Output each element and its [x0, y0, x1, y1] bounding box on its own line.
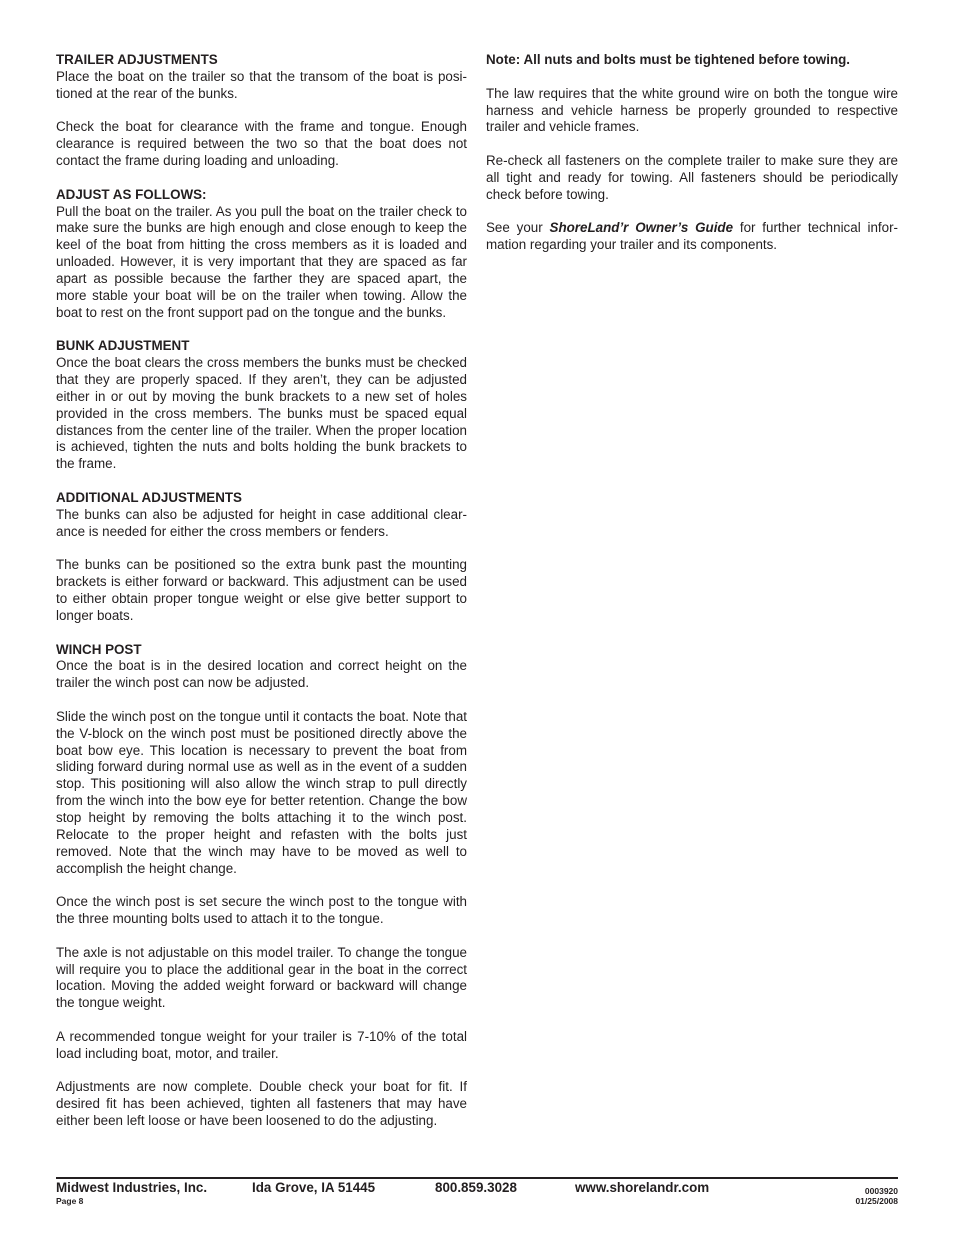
right-column	[486, 52, 898, 271]
paragraph: Check the boat for clearance with the frame and tongue. Enough clearance is required between the two so that the boat does not contact the frame during loading and unloading.	[56, 119, 467, 169]
footer-phone: 800.859.3028	[435, 1180, 517, 1195]
left-column	[56, 52, 467, 1147]
paragraph: Adjustments are now complete. Double check your boat for fit. If desired fit has been achieved, tighten all fasteners that may have either been left loose or have been loosened to do the adjusting.	[56, 1079, 467, 1129]
section-heading: WINCH POST	[56, 641, 142, 657]
paragraph: Place the boat on the trailer so that the transom of the boat is positioned at the rear of the bunks.	[56, 68, 467, 101]
page-number: Page 8	[56, 1196, 84, 1206]
section-winch-post	[56, 642, 467, 1130]
section-bunk-adjustment	[56, 338, 467, 473]
section-heading: TRAILER ADJUSTMENTS	[56, 52, 218, 67]
paragraph: Re-check all fasteners on the complete trailer to make sure they are all tight and ready for towing. All fasteners should be periodically check before towing.	[486, 153, 898, 202]
document-number: 0003920	[864, 1186, 898, 1196]
paragraph: The bunks can be positioned so the extra bunk past the mounting brackets is either forward or backward. This adjustment can be used to either obtain proper tongue weight or else give better support to longer boats.	[56, 557, 467, 623]
paragraph: Slide the winch post on the tongue until it contacts the boat. Note that the V-block on the winch post must be positioned directly above the boat bow eye. This location is necessary to prevent the boat from sliding forward during normal use as well as in the event of a sudden stop. This positioning will also allow the winch strap to pull directly from the winch into the bow eye for better retention. Change the bow stop height by removing the bolts attaching it to the winch post. Relocate to the proper height and refasten with the bolts just removed. Note that the winch may have to be moved as well to accomplish the height change.	[56, 708, 467, 876]
footer-company: Midwest Industries, Inc.	[56, 1180, 208, 1195]
towing-note: Note: All nuts and bolts must be tightened before towing.	[486, 52, 851, 67]
text-span: for further technical information regarding your trailer and its components.	[486, 220, 898, 253]
footer-city: Ida Grove, IA 51445	[252, 1180, 376, 1195]
paragraph: A recommended tongue weight for your trailer is 7-10% of the total load including boat, motor, and trailer.	[56, 1028, 467, 1061]
paragraph: The axle is not adjustable on this model trailer. To change the tongue will require you to place the additional gear in the boat in the correct location. Moving the added weight forward or backward will change the tongue weight.	[56, 944, 467, 1011]
section-adjust-as-follows	[56, 187, 467, 322]
footer-divider	[56, 1177, 898, 1179]
section-heading: ADJUST AS FOLLOWS:	[56, 186, 207, 202]
paragraph: Pull the boat on the trailer. As you pull the boat on the trailer check to make sure the bunks are high enough and close enough to keep the keel of the boat from hitting the cross members as it is loaded and unloaded. However, it is very important that they are spaced as far apart as possible because the farther they are spaced apart, the more stable your boat will be on the trailer when towing. Allow the boat to rest on the front support pad on the tongue and the bunks.	[56, 203, 467, 320]
footer-website: www.shorelandr.com	[575, 1180, 710, 1195]
owners-guide-title: ShoreLand’r Owner’s Guide	[549, 220, 734, 236]
paragraph: The bunks can also be adjusted for height in case additional clearance is needed for either the cross members or fenders.	[56, 506, 467, 539]
section-heading: BUNK ADJUSTMENT	[56, 338, 190, 354]
paragraph: Once the winch post is set secure the winch post to the tongue with the three mounting bolts used to attach it to the tongue.	[56, 894, 467, 927]
paragraph: Once the boat is in the desired location and correct height on the trailer the winch post can now be adjusted.	[56, 658, 467, 691]
text-span: See your	[486, 220, 550, 236]
paragraph: Once the boat clears the cross members the bunks must be checked that they are properly spaced. If they aren’t, they can be adjusted either in or out by moving the bunk brackets to a new set of holes provided in the cross members. The bunks must be spaced equal distances from the center line of the trailer. When the proper location is achieved, tighten the nuts and bolts holding the bunk brackets to the frame.	[56, 355, 467, 472]
section-additional-adjustments	[56, 490, 467, 625]
document-date: 01/25/2008	[855, 1196, 898, 1206]
section-heading: ADDITIONAL ADJUSTMENTS	[56, 489, 242, 505]
paragraph: The law requires that the white ground wire on both the tongue wire harness and vehicle harness be properly grounded to respective trailer and vehicle frames.	[486, 85, 898, 135]
section-trailer-adjustments	[56, 52, 467, 170]
paragraph-owners-guide	[486, 220, 898, 254]
